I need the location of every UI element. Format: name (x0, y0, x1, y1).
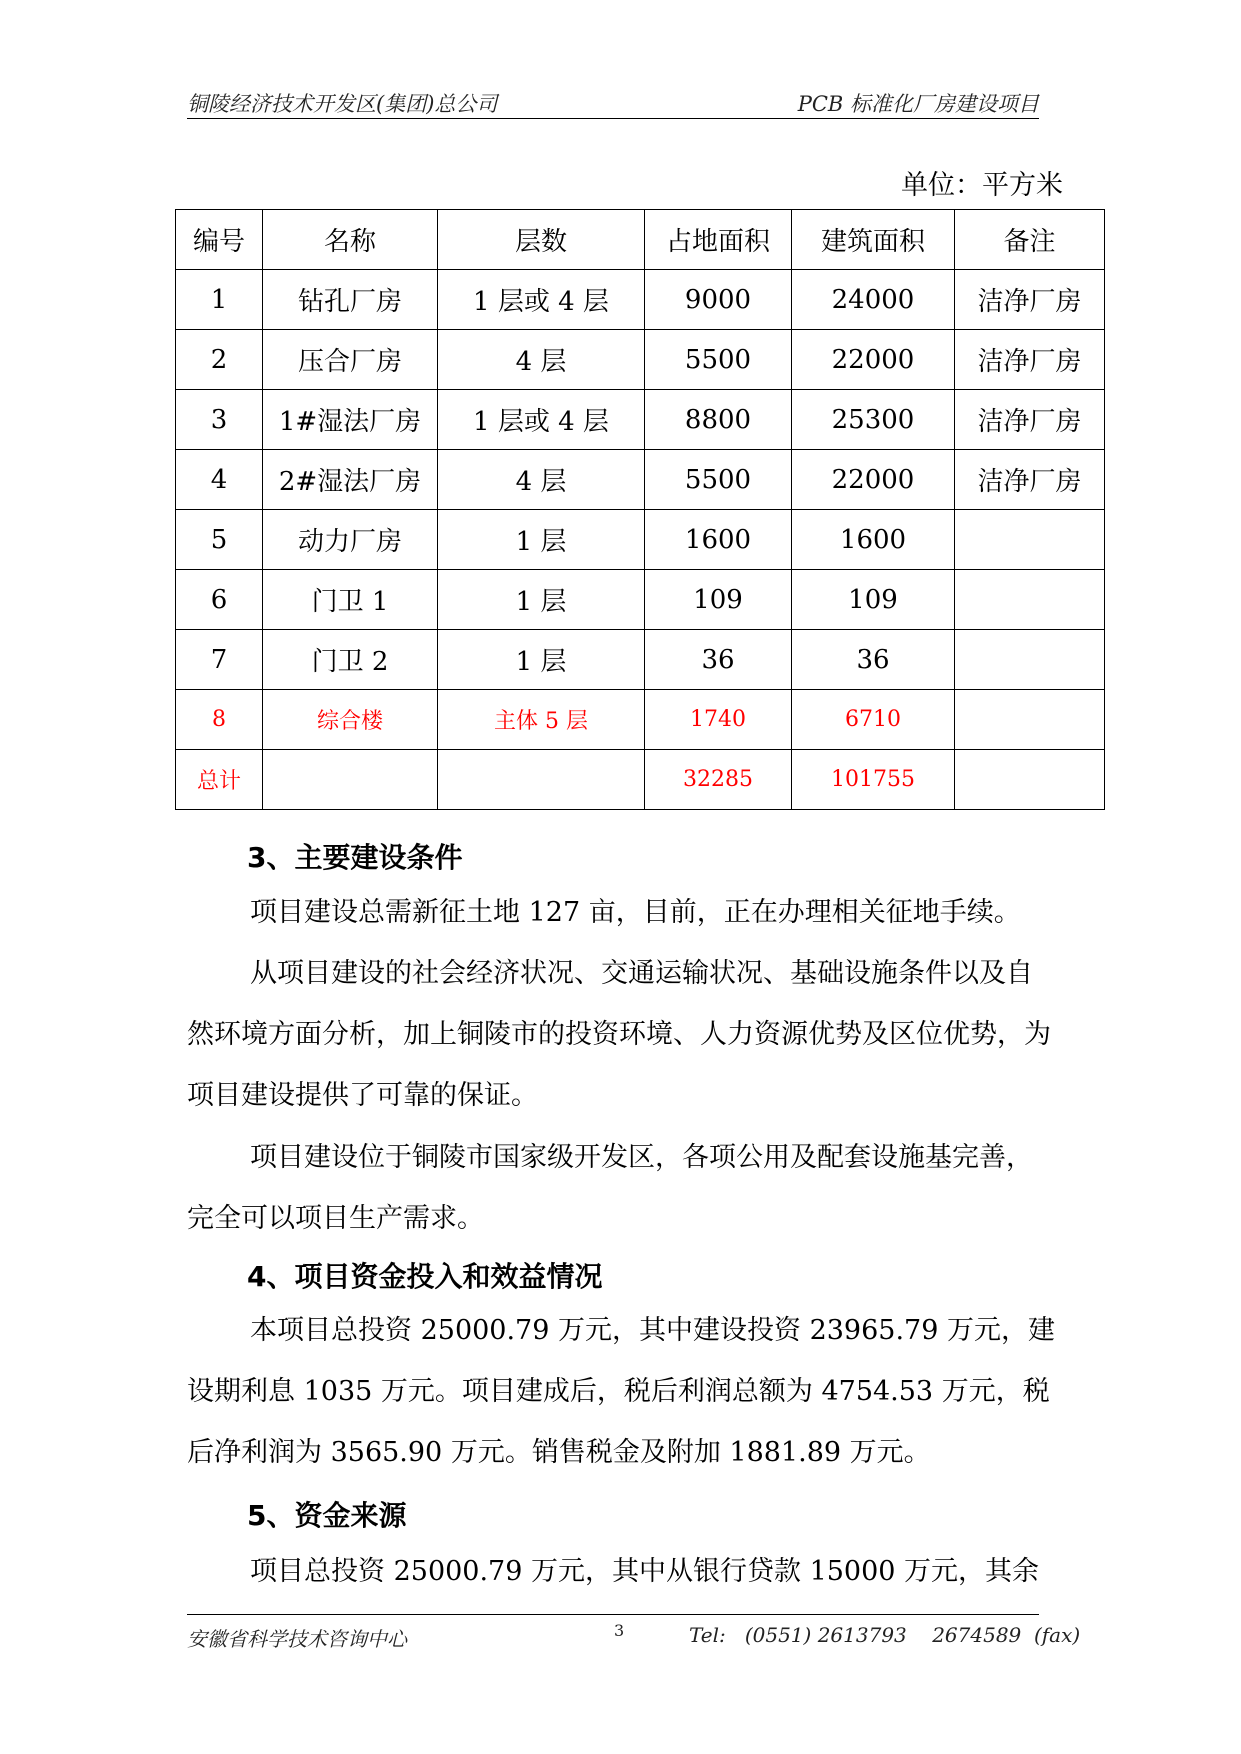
section-3-paragraph-2: 从项目建设的社会经济状况、交通运输状况、基础设施条件以及自然环境方面分析，加上铜陵市的投资环境、人力资源优势及区位优势，为项目建设提供了可靠的保证。 (187, 958, 1051, 1111)
table-cell: 22000 (792, 450, 955, 510)
table-cell: 2 (176, 330, 263, 390)
table-cell: 7 (176, 630, 263, 690)
table-body (176, 270, 1105, 810)
table-cell: 36 (792, 630, 955, 690)
footer-contact: Tel: (0551) 2613793 2674589 (fax) (689, 1623, 1081, 1647)
header-cell: 建筑面积 (792, 210, 955, 270)
header-cell: 备注 (955, 210, 1105, 270)
table-cell: 动力厂房 (263, 510, 438, 570)
table-cell: 1740 (645, 690, 792, 750)
table-cell: 25300 (792, 390, 955, 450)
table-cell: 综合楼 (263, 690, 438, 750)
section-5-title: 5、资金来源 (247, 1499, 407, 1532)
section-3-paragraph-1: 项目建设总需新征土地 127 亩，目前，正在办理相关征地手续。 (250, 897, 1021, 928)
table-cell: 压合厂房 (263, 330, 438, 390)
page-number: 3 (614, 1621, 625, 1640)
table-cell: 1600 (645, 510, 792, 570)
footer-organization: 安徽省科学技术咨询中心 (187, 1627, 407, 1651)
table-row (176, 750, 1105, 810)
page-footer (187, 1614, 1081, 1651)
table-cell: 109 (645, 570, 792, 630)
table-cell (955, 510, 1105, 570)
table-cell: 6 (176, 570, 263, 630)
table-cell: 总计 (176, 750, 263, 810)
header-cell: 编号 (176, 210, 263, 270)
table-row (176, 390, 1105, 450)
section-5-paragraph-1: 项目总投资 25000.79 万元，其中从银行贷款 15000 万元，其余 (250, 1556, 1040, 1587)
table-cell: 4 层 (438, 330, 645, 390)
table-cell: 洁净厂房 (955, 450, 1105, 510)
table-cell (955, 750, 1105, 810)
building-area-table (175, 209, 1105, 810)
table-cell: 钻孔厂房 (263, 270, 438, 330)
section-4-paragraph-1: 本项目总投资 25000.79 万元，其中建设投资 23965.79 万元，建设期利息 1035 万元。项目建成后，税后利润总额为 4754.53 万元，税后净利润为 3565.90 万元。销售税金及附加 1881.89 万元。 (187, 1315, 1055, 1468)
table-cell: 2#湿法厂房 (263, 450, 438, 510)
table-cell: 1 层或 4 层 (438, 270, 645, 330)
table-cell: 109 (792, 570, 955, 630)
table-cell: 1 层 (438, 630, 645, 690)
header-cell: 名称 (263, 210, 438, 270)
table-row (176, 510, 1105, 570)
table-cell: 36 (645, 630, 792, 690)
table-cell: 24000 (792, 270, 955, 330)
table-cell: 3 (176, 390, 263, 450)
table-cell: 8 (176, 690, 263, 750)
table-cell: 1 层或 4 层 (438, 390, 645, 450)
table-cell: 8800 (645, 390, 792, 450)
section-3-title: 3、主要建设条件 (247, 841, 463, 874)
table-row (176, 570, 1105, 630)
table-cell: 1 (176, 270, 263, 330)
table-row (176, 630, 1105, 690)
page-header (187, 84, 1039, 119)
table-cell (955, 630, 1105, 690)
table-cell: 32285 (645, 750, 792, 810)
table-cell (955, 690, 1105, 750)
table-cell: 门卫 1 (263, 570, 438, 630)
header-cell: 占地面积 (645, 210, 792, 270)
table-cell: 4 层 (438, 450, 645, 510)
table-cell: 5500 (645, 450, 792, 510)
table-cell: 101755 (792, 750, 955, 810)
table-row (176, 690, 1105, 750)
table-cell: 1#湿法厂房 (263, 390, 438, 450)
table-cell: 洁净厂房 (955, 270, 1105, 330)
header-company: 铜陵经济技术开发区(集团)总公司 (187, 92, 498, 116)
table-cell: 1 层 (438, 570, 645, 630)
section-4-title: 4、项目资金投入和效益情况 (247, 1260, 603, 1293)
table-cell: 门卫 2 (263, 630, 438, 690)
table-header-row (176, 210, 1105, 270)
table-cell: 5 (176, 510, 263, 570)
header-project: PCB 标准化厂房建设项目 (797, 92, 1039, 116)
table-cell (955, 570, 1105, 630)
table-cell: 9000 (645, 270, 792, 330)
table-row (176, 330, 1105, 390)
header-cell: 层数 (438, 210, 645, 270)
table-cell: 1600 (792, 510, 955, 570)
table-cell: 洁净厂房 (955, 330, 1105, 390)
table-cell (263, 750, 438, 810)
table-cell: 4 (176, 450, 263, 510)
unit-label: 单位：平方米 (901, 170, 1063, 201)
section-3-paragraph-3: 项目建设位于铜陵市国家级开发区，各项公用及配套设施基完善，完全可以项目生产需求。 (187, 1142, 1033, 1234)
table-cell: 5500 (645, 330, 792, 390)
table-cell: 1 层 (438, 510, 645, 570)
table-row (176, 450, 1105, 510)
table-cell: 主体 5 层 (438, 690, 645, 750)
table-cell: 洁净厂房 (955, 390, 1105, 450)
table-cell: 22000 (792, 330, 955, 390)
table-cell: 6710 (792, 690, 955, 750)
table-row (176, 270, 1105, 330)
table-cell (438, 750, 645, 810)
